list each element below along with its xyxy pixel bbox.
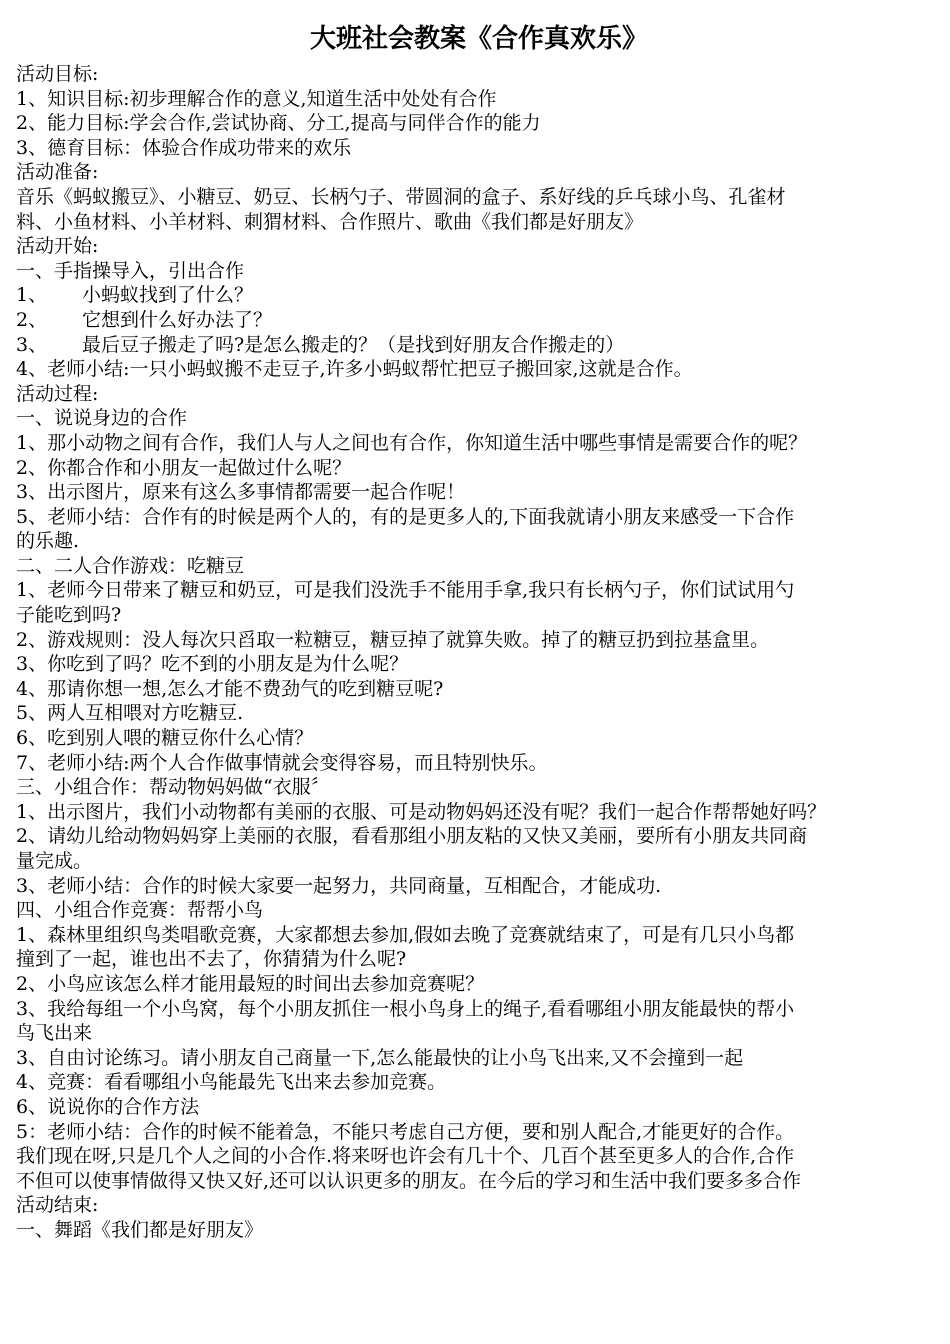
text-line: 3、老师小结：合作的时候大家要一起努力，共同商量，互相配合，才能成功. [16,874,662,897]
text-line: 一、说说身边的合作 [16,407,188,430]
text-line: 1、那小动物之间有合作，我们人与人之间也有合作，你知道生活中哪些事情是需要合作的呢？ [16,431,808,454]
text-line: 活动开始: [16,235,99,258]
text-line: 量完成。 [16,850,93,872]
text-line [16,333,942,358]
text-line: 我们现在呀,只是几个人之间的小合作.将来呀也许会有几十个、几百个甚至更多人的合作,合作 [16,1145,795,1168]
text-line: 3、德育目标：体验合作成功带来的欢乐 [16,136,352,159]
text-line: 音乐《蚂蚁搬豆》、小糖豆、奶豆、长柄勺子、带圆洞的盒子、系好线的乒乓球小鸟、孔雀材 [16,185,786,208]
text-line: 2、你都合作和小朋友一起做过什么呢？ [16,456,352,479]
text-line: 3、你吃到了吗？吃不到的小朋友是为什么呢？ [16,653,409,676]
text-line: 撞到了一起，谁也出不去了，你猜猜为什么呢? [16,948,407,971]
text-line: 活动目标: [16,63,99,85]
text-line: 活动结束: [16,1194,99,1217]
text-line: 1、森林里组织鸟类唱歌竞赛，大家都想去参加,假如去晚了竞赛就结束了，可是有几只小鸟都 [16,923,795,946]
text-line: 子能吃到吗? [16,604,122,627]
text-line: 2、能力目标:学会合作,尝试协商、分工,提高与同伴合作的能力 [16,112,541,135]
text-line: 活动过程: [16,382,99,405]
text-line: 三、小组合作：帮动物妈妈做“衣服〞 [16,776,330,799]
line-text: 小蚂蚁找到了什么？ [82,284,254,307]
text-line: 3、自由讨论练习。请小朋友自己商量一下,怎么能最快的让小鸟飞出来,又不会撞到一起 [16,1046,744,1069]
text-line: 6、吃到别人喂的糖豆你什么心情？ [16,727,314,750]
text-line: 3、出示图片，原来有这么多事情都需要一起合作呢！ [16,481,466,504]
text-line: 6、说说你的合作方法 [16,1095,200,1118]
line-text: 最后豆子搬走了吗?是怎么搬走的？（是找到好朋友合作搬走的） [82,333,625,356]
list-number: 1、 [16,284,48,307]
document-title: 大班社会教案《合作真欢乐》 [309,24,648,54]
text-line: 4、竞赛：看看哪组小鸟能最先飞出来去参加竞赛。 [16,1071,447,1094]
text-line: 2、游戏规则：没人每次只舀取一粒糖豆，糖豆掉了就算失败。掉了的糖豆扔到拉基盒里。 [16,628,770,651]
text-line: 四、小组合作竞赛：帮帮小鸟 [16,899,264,922]
text-line: 一、手指操导入，引出合作 [16,259,245,282]
text-line: 1、出示图片，我们小动物都有美丽的衣服、可是动物妈妈还没有呢？我们一起合作帮帮她好吗？ [16,800,827,823]
text-line: 2、请幼儿给动物妈妈穿上美丽的衣服，看看那组小朋友粘的又快又美丽，要所有小朋友共同商 [16,825,808,848]
line-text: 它想到什么好办法了？ [82,308,273,331]
text-line: 一、舞蹈《我们都是好朋友》 [16,1218,264,1241]
list-number: 3、 [16,333,48,356]
text-line: 鸟飞出来 [16,1022,93,1045]
text-line: 1、知识目标:初步理解合作的意义,知道生活中处处有合作 [16,87,497,110]
text-line: 5：老师小结：合作的时候不能着急，不能只考虑自己方便，要和别人配合,才能更好的合作。 [16,1120,795,1143]
text-line [16,283,942,308]
text-line: 1、老师今日带来了糖豆和奶豆，可是我们没洗手不能用手拿,我只有长柄勺子，你们试试用勺 [16,579,795,602]
list-number: 2、 [16,308,48,331]
text-line: 7、老师小结:两个人合作做事情就会变得容易，而且特别快乐。 [16,751,548,774]
text-line: 活动准备: [16,161,99,184]
text-line: 的乐趣. [16,530,80,553]
text-line: 4、那请你想一想,怎么才能不费劲气的吃到糖豆呢? [16,677,444,700]
text-line: 料、小鱼材料、小羊材料、刺猬材料、合作照片、歌曲《我们都是好朋友》 [16,210,644,233]
document-body [16,62,942,1243]
text-line: 二、二人合作游戏：吃糖豆 [16,554,245,577]
text-line [16,308,942,333]
text-line: 4、老师小结:一只小蚂蚁搬不走豆子,许多小蚂蚁帮忙把豆子搬回家,这就是合作。 [16,358,693,381]
text-line: 不但可以使事情做得又快又好,还可以认识更多的朋友。在今后的学习和生活中我们要多多合作 [16,1169,802,1192]
text-line: 5、老师小结：合作有的时候是两个人的，有的是更多人的,下面我就请小朋友来感受一下合作 [16,505,795,528]
text-line: 3、我给每组一个小鸟窝，每个小朋友抓住一根小鸟身上的绳子,看看哪组小朋友能最快的帮小 [16,997,795,1020]
text-line: 5、两人互相喂对方吃糖豆. [16,702,244,725]
text-line: 2、小鸟应该怎么样才能用最短的时间出去参加竞赛呢？ [16,972,485,995]
